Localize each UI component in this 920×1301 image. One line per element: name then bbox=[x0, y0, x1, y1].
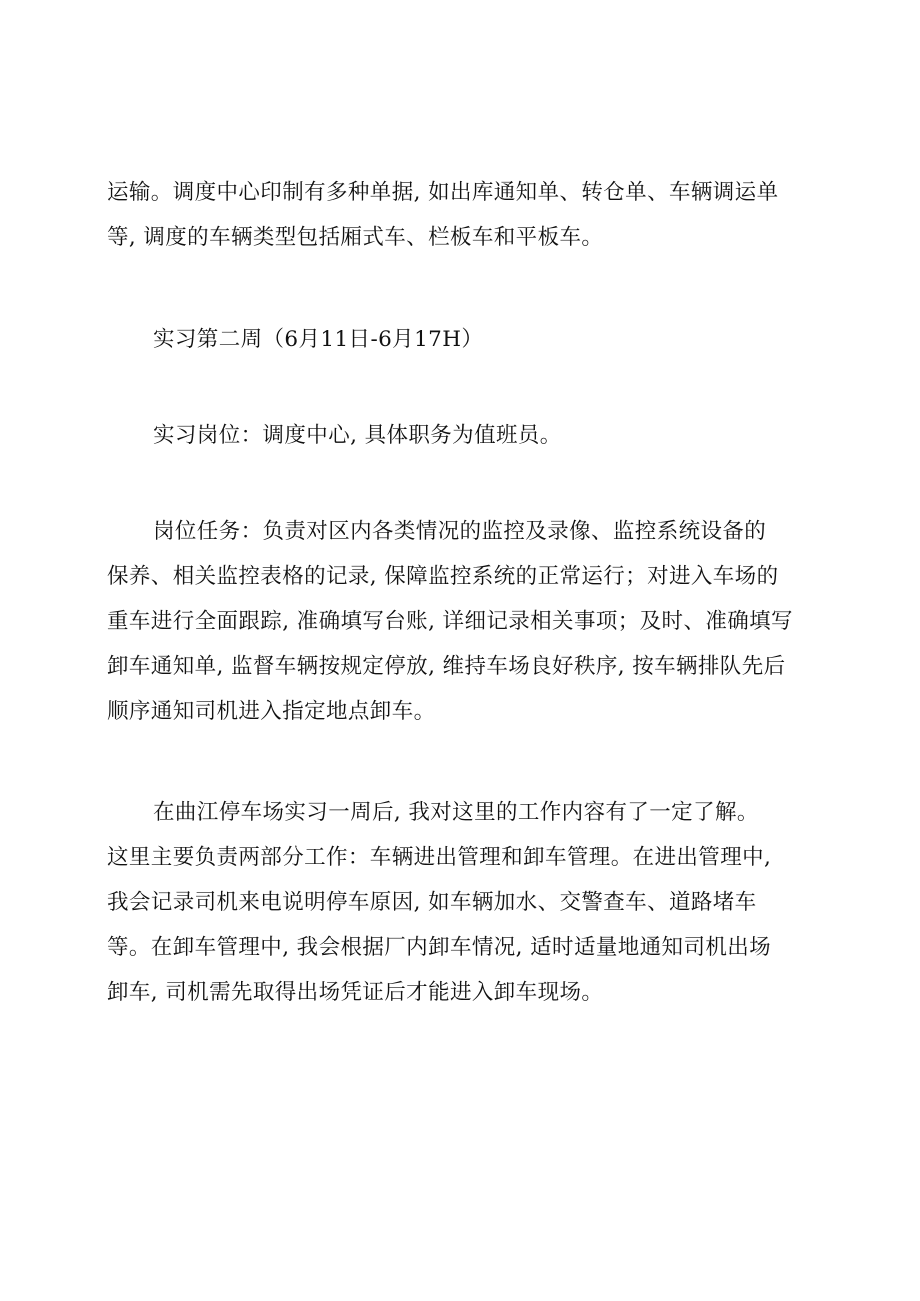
paragraph-line: 等。在卸车管理中, 我会根据厂内卸车情况, 适时适量地通知司机出场 bbox=[107, 935, 772, 960]
paragraph-line: 重车进行全面跟踪, 准确填写台账, 详细记录相关事项；及时、准确填写 bbox=[107, 609, 793, 634]
paragraph-dispatch-documents bbox=[107, 170, 819, 260]
paragraph-reflection bbox=[107, 790, 819, 1015]
paragraph-week-heading bbox=[107, 317, 819, 362]
paragraph-line: 我会记录司机来电说明停车原因, 如车辆加水、交警查车、道路堵车 bbox=[107, 890, 757, 915]
paragraph-line: 运输。调度中心印制有多种单据, 如出库通知单、转仓单、车辆调运单 bbox=[107, 180, 779, 205]
week-heading: 实习第二周（6月11日-6月17H） bbox=[153, 327, 484, 352]
paragraph-line: 在曲江停车场实习一周后, 我对这里的工作内容有了一定了解。 bbox=[153, 800, 759, 825]
paragraph-line: 卸车通知单, 监督车辆按规定停放, 维持车场良好秩序, 按车辆排队先后 bbox=[107, 654, 786, 679]
paragraph-line: 这里主要负责两部分工作：车辆进出管理和卸车管理。在进出管理中, bbox=[107, 845, 772, 870]
paragraph-line: 岗位任务：负责对区内各类情况的监控及录像、监控系统设备的 bbox=[153, 519, 767, 544]
paragraph-line: 卸车, 司机需先取得出场凭证后才能进入卸车现场。 bbox=[107, 980, 604, 1005]
paragraph-line: 等, 调度的车辆类型包括厢式车、栏板车和平板车。 bbox=[107, 225, 604, 250]
position-line: 实习岗位：调度中心, 具体职务为值班员。 bbox=[153, 423, 562, 448]
paragraph-position bbox=[107, 413, 819, 458]
paragraph-line: 保养、相关监控表格的记录, 保障监控系统的正常运行；对进入车场的 bbox=[107, 564, 779, 589]
paragraph-line: 顺序通知司机进入指定地点卸车。 bbox=[107, 699, 436, 724]
paragraph-duties bbox=[107, 509, 819, 734]
